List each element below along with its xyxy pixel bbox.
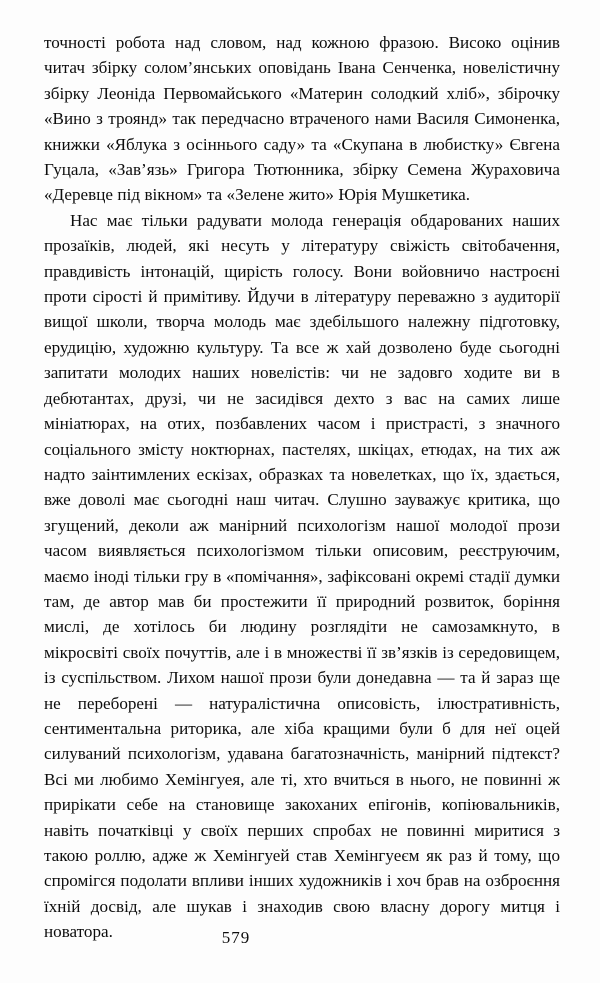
page-number-value: 579 <box>221 928 251 947</box>
paragraph-1: точності робота над словом, над кожною фразою. Високо оцінив читач збірку солом’янських оповідань Івана Сенченка, новелістичну збірку Леоніда Первомайського «Материн солодкий хліб», збірочку «Вино з троянд» так передчасно втраченого нами Василя Симоненка, книжки «Яблука з осіннього саду» та «Скупана в любистку» Євгена Гуцала, «Зав’язь» Григора Тютюнника, збірку Семена Жураховича «Деревце під вікном» та «Зелене жито» Юрія Мушкетика. <box>44 33 560 205</box>
paragraph-2: Нас має тільки радувати молода генерація обдарованих наших прозаїків, людей, які несуть у літературу свіжість світобачення, правдивість інтонацій, щирість голосу. Вони войовничо настроєні проти сірості й примітиву. Йдучи в літературу переважно з аудиторії вищої школи, творча молодь має здебільшого належну підготовку, ерудицію, художню культуру. Та все ж хай дозволено буде сьогодні запитати молодих наших новелістів: чи не задовго ходите ви в дебютантах, друзі, чи не засидівся дехто з вас на самих лише мініатюрах, на отих, позбавлених часом і пристрасті, з значного соціального змісту ноктюрнах, пастелях, шкіцах, етюдах, на тих аж надто заінтимлених ескізах, образках та новелетках, що їх, здається, вже доволі має сьогодні наш читач. Слушно зауважує критика, що згущений, деколи аж манірний психологізм нашої молодої прози часом виявляється психологізмом тільки описовим, реєструючим, маємо іноді тільки гру в «помічання», зафіксовані окремі стадії думки там, де автор мав би простежити її природний розвиток, боріння мислі, де хотілось би людину розглядіти не самозамкнуто, в мікросвіті своїх почуттів, але і в множестві її зв’язків із середовищем, із суспільством. Лихом нашої прози були донедавна — та й зараз ще не переборені — натуралістична описовість, ілюстративність, сентиментальна риторика, але хіба кращими були б для неї оцей силуваний психологізм, удавана багатозначність, манірний підтекст? Всі ми любимо Хемінгуея, але ті, хто вчиться в нього, не повинні ж прирікати себе на становище закоханих епігонів, копіювальників, навіть початківці у своїх перших спробах не повинні миритися з такою роллю, адже ж Хемінгуей став Хемінгуеєм як раз й тому, що спромігся подолати впливи інших художників і хоч брав на озброєння їхній досвід, але шукав і знаходив свою власну дорогу митця і новатора. <box>44 210 560 942</box>
body-text <box>44 30 560 945</box>
page-number <box>0 928 600 948</box>
